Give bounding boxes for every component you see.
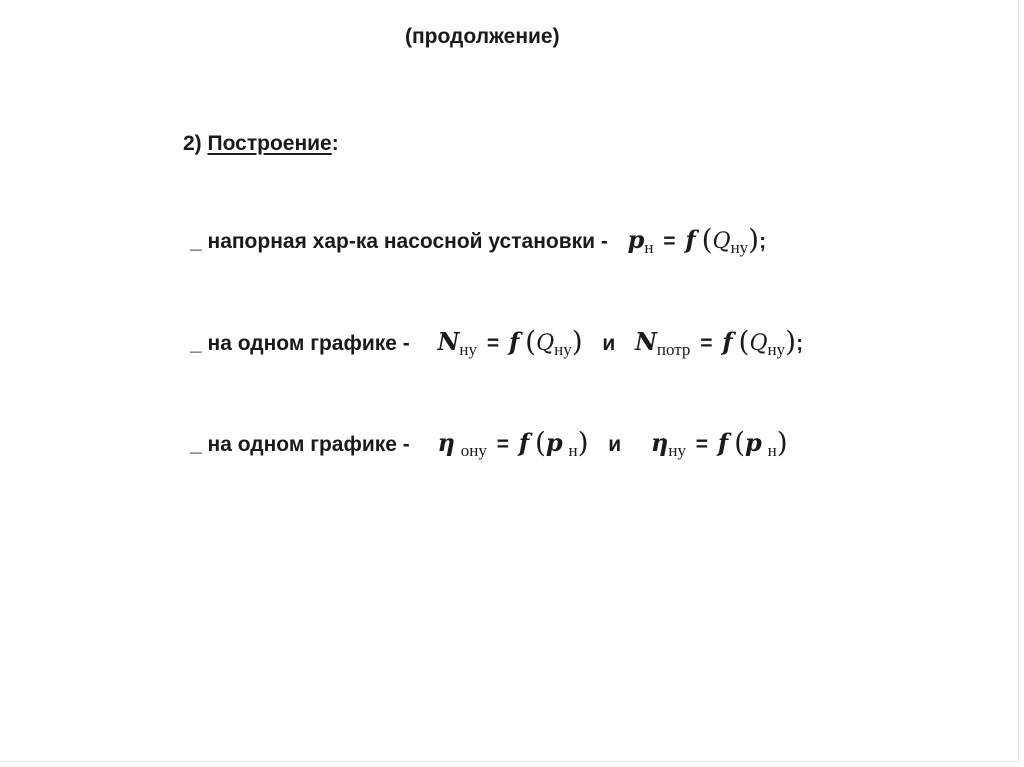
row2-eq-2: = bbox=[700, 332, 713, 355]
row2-f1-sub: ну bbox=[459, 340, 477, 359]
row1-eq: = bbox=[663, 230, 676, 253]
row3-f2-var: η bbox=[650, 428, 669, 457]
row2-f2-sub: потр bbox=[656, 340, 691, 359]
row2-f1-var: N bbox=[437, 327, 460, 356]
row3-eq-2: = bbox=[695, 433, 709, 456]
heading-word: Построение bbox=[207, 132, 332, 155]
row3-arg-var-2: p bbox=[745, 428, 762, 457]
row3-f2-sub: ну bbox=[668, 441, 686, 460]
row1-end: ; bbox=[759, 230, 767, 253]
row1-open: ( bbox=[701, 223, 713, 256]
formula-row-1 bbox=[190, 223, 767, 257]
row3-close-1: ) bbox=[577, 426, 589, 459]
formula-row-2 bbox=[190, 325, 804, 359]
row2-func-1: f bbox=[508, 327, 520, 356]
row3-f1-sub: ону bbox=[460, 441, 487, 460]
row1-func: f bbox=[685, 225, 696, 254]
slide-title: (продолжение) bbox=[405, 25, 560, 48]
row2-f2-var: N bbox=[634, 327, 657, 356]
row2-close-2: ) bbox=[785, 325, 797, 358]
row3-arg-sub-1: н bbox=[568, 441, 578, 460]
row3-arg-sub-2: н bbox=[767, 441, 777, 460]
row1-close: ) bbox=[748, 223, 760, 256]
heading-number: 2) bbox=[183, 132, 208, 155]
row1-arg-var: Q bbox=[712, 229, 731, 254]
row2-func-2: f bbox=[722, 327, 733, 356]
row1-arg-sub: ну bbox=[730, 238, 749, 257]
row1-lhs-sub: н bbox=[644, 238, 654, 257]
formula-row-3 bbox=[190, 426, 788, 460]
row3-prefix: _ на одном графике - bbox=[190, 433, 410, 456]
row3-func-1: f bbox=[518, 428, 530, 457]
section-heading bbox=[183, 133, 339, 154]
row2-end: ; bbox=[796, 332, 804, 355]
row3-close-2: ) bbox=[776, 426, 788, 459]
row2-prefix: _ на одном графике - bbox=[190, 332, 410, 355]
row2-arg-var-2: Q bbox=[749, 331, 768, 356]
row3-open-1: ( bbox=[534, 426, 546, 459]
row3-conj: и bbox=[608, 433, 622, 456]
row3-eq-1: = bbox=[496, 433, 509, 456]
row3-func-2: f bbox=[717, 428, 729, 457]
row2-close-1: ) bbox=[571, 325, 583, 358]
row2-arg-sub-2: ну bbox=[767, 340, 786, 359]
heading-colon: : bbox=[331, 132, 339, 155]
row2-arg-var-1: Q bbox=[536, 331, 555, 356]
row2-open-2: ( bbox=[738, 325, 750, 358]
row3-f1-var: η bbox=[437, 428, 455, 457]
row3-open-2: ( bbox=[734, 426, 746, 459]
row3-arg-var-1: p bbox=[545, 428, 563, 457]
row2-conj: и bbox=[602, 332, 616, 355]
row2-arg-sub-1: ну bbox=[554, 340, 572, 359]
row1-prefix: _ напорная хар-ка насосной установки - bbox=[190, 230, 608, 253]
row2-eq-1: = bbox=[486, 332, 500, 355]
row2-open-1: ( bbox=[525, 325, 537, 358]
row1-lhs-var: p bbox=[627, 225, 645, 254]
